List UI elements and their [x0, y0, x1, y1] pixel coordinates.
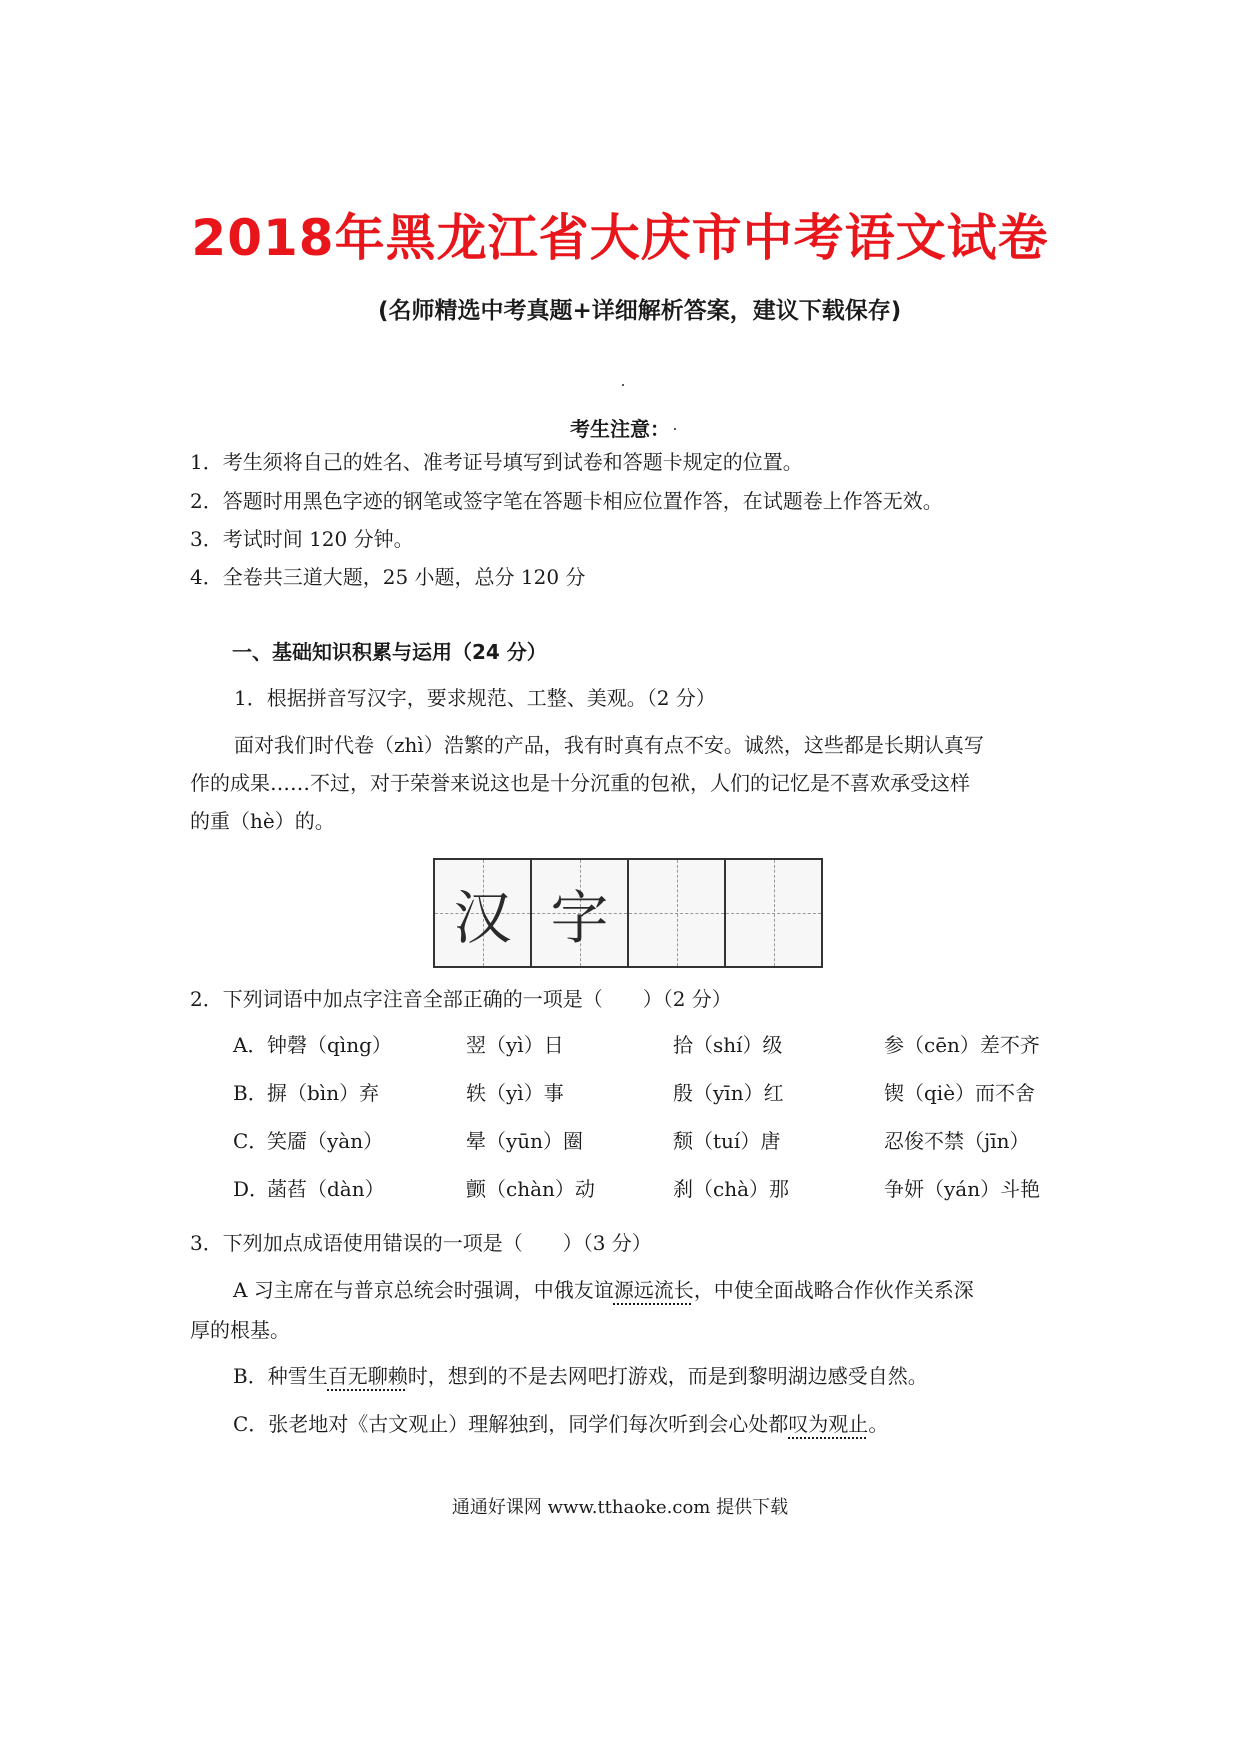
option-item: 轶（yì）事 [466, 1081, 564, 1105]
notice-item: 1．考生须将自己的姓名、准考证号填写到试卷和答题卡规定的位置。 [190, 450, 803, 474]
grid-cell: 字 [532, 860, 629, 966]
option-item: 笑靥（yàn） [267, 1129, 384, 1153]
option-a-continuation: 厚的根基。 [190, 1318, 290, 1342]
grid-cell-blank[interactable] [629, 860, 726, 966]
option-item: 刹（chà）那 [673, 1177, 790, 1201]
option-item: 争妍（yán）斗艳 [884, 1177, 1041, 1201]
option-a[interactable]: A 习主席在与普京总统会时强调，中俄友谊源远流长，中使全面战略合作伙作关系深 [233, 1278, 974, 1302]
option-item: 钟磬（qìng） [267, 1033, 392, 1057]
option-b[interactable]: B．种雪生百无聊赖时，想到的不是去网吧打游戏，而是到黎明湖边感受自然。 [233, 1364, 928, 1388]
option-item: 锲（qiè）而不舍 [884, 1081, 1036, 1105]
grid-cell: 汉 [435, 860, 532, 966]
question-1-passage-line: 作的成果……不过，对于荣誉来说这也是十分沉重的包袱，人们的记忆是不喜欢承受这样 [190, 771, 970, 795]
option-item: 拾（shí）级 [673, 1033, 783, 1057]
grid-cell-blank[interactable] [726, 860, 821, 966]
notice-heading: 考生注意： [570, 417, 670, 441]
question-1-stem: 1．根据拼音写汉字，要求规范、工整、美观。（2 分） [234, 686, 716, 710]
option-label[interactable]: B． [233, 1081, 268, 1105]
option-label[interactable]: D． [233, 1177, 270, 1201]
option-item: 殷（yīn）红 [673, 1081, 784, 1105]
option-item: 参（cēn）差不齐 [884, 1033, 1040, 1057]
option-item: 晕（yūn）圈 [466, 1129, 584, 1153]
section-heading: 一、基础知识积累与运用（24 分） [232, 640, 547, 664]
option-item: 颤（chàn）动 [466, 1177, 595, 1201]
page-title: 2018年黑龙江省大庆市中考语文试卷 [191, 209, 1049, 267]
dotted-idiom: 源远流长 [613, 1278, 694, 1302]
question-3-stem: 3．下列加点成语使用错误的一项是（ ）（3 分） [190, 1231, 652, 1255]
question-2-stem: 2．下列词语中加点字注音全部正确的一项是（ ）（2 分） [190, 987, 732, 1011]
scan-speck [622, 384, 624, 386]
option-item: 摒（bìn）弃 [267, 1081, 380, 1105]
notice-item: 4．全卷共三道大题，25 小题，总分 120 分 [190, 565, 586, 589]
footer-text: 通通好课网 www.tthaoke.com 提供下载 [451, 1497, 789, 1518]
option-c[interactable]: C．张老地对《古文观止）理解独到，同学们每次听到会心处都叹为观止。 [233, 1412, 889, 1436]
option-item: 颓（tuí）唐 [673, 1129, 781, 1153]
character-grid [433, 858, 823, 968]
notice-item: 2．答题时用黑色字迹的钢笔或签字笔在答题卡相应位置作答，在试题卷上作答无效。 [190, 489, 943, 513]
option-item: 忍俊不禁（jīn） [884, 1129, 1030, 1153]
dotted-idiom: 百无聊赖 [327, 1364, 408, 1388]
option-label[interactable]: A． [233, 1033, 268, 1057]
option-label[interactable]: C． [233, 1129, 269, 1153]
question-1-passage-line: 面对我们时代卷（zhì）浩繁的产品，我有时真有点不安。诚然，这些都是长期认真写 [234, 733, 984, 757]
option-item: 菡萏（dàn） [267, 1177, 385, 1201]
dotted-idiom: 叹为观止 [788, 1412, 869, 1436]
option-item: 翌（yì）日 [466, 1033, 564, 1057]
notice-item: 3．考试时间 120 分钟。 [190, 527, 414, 551]
question-1-passage-line: 的重（hè）的。 [190, 809, 335, 833]
page-subtitle: (名师精选中考真题+详细解析答案，建议下载保存) [378, 298, 902, 324]
